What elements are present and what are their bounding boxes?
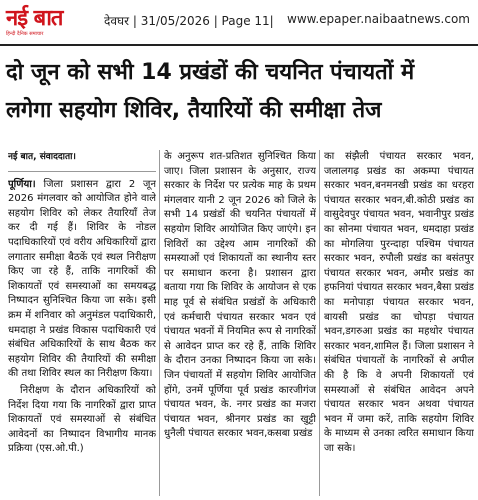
column-2-text: के अनुरूप शत-प्रतिशत सुनिश्चित किया जाए। जिला प्रशासन के अनुसार, राज्य सरकार के निर्देश पर प्रत्येक माह के प्रथम मंगलवार यानी 2 जून 2026 को जिले के सभी 14 प्रखंडों की चयनित पंचायतों में सहयोग शिविर आयोजित किए जाएंगे। इन शिविरों का उद्देश्य आम नागरिकों की समस्याओं एवं शिकायतों का स्थानीय स्तर पर समाधान करना है। प्रशासन द्वारा बताया गया कि शिविर के आयोजन से एक माह पूर्व से संबंधित प्रखंडों के अधिकारी एवं कर्मचारी पंचायत सरकार भवन एवं पंचायत भवनों में नियमित रूप से नागरिकों से आवेदन प्राप्त कर रहे हैं, ताकि शिविर के दौरान उनका निष्पादन किया जा सके। जिन पंचायतों में सहयोग शिविर आयोजित होंगे, उनमें पूर्णिया पूर्व प्रखंड कारजीगंज पंचायत भवन, के. नगर प्रखंड का मजरा पंचायत भवन, श्रीनगर प्रखंड का खुट्टी धुनैली पंचायत सरकार भवन,कसबा प्रखंड [164, 151, 316, 440]
column-divider [159, 150, 160, 496]
dateline: पूर्णिया। [8, 178, 36, 190]
epaper-url-link[interactable]: www.epaper.naibaatnews.com [287, 12, 470, 26]
logo-tagline: हिन्दी दैनिक समाचार [6, 31, 44, 37]
paragraph-1 [8, 178, 156, 382]
newspaper-logo[interactable] [6, 6, 88, 38]
article-column-2 [164, 150, 316, 498]
column-3-text: का संझैली पंचायत सरकार भवन, जलालगढ़ प्रखंड का अकम्पा पंचायत सरकार भवन,बनमनखी प्रखंड का धरहरा पंचायत सरकार भवन,बी.कोठी प्रखंड का वासुदेवपुर पंचायत भवन, भवानीपुर प्रखंड का सोनमा पंचायत भवन, धमदाहा प्रखंड का मोगलिया पुरन्दाहा पश्चिम पंचायत सरकार भवन, रुपौली प्रखंड का बसंतपुर पंचायत सरकार भवन, अमौर प्रखंड का हफनियां पंचायत सरकार भवन,बैसा प्रखंड का मनोपाड़ा पंचायत सरकार भवन, बायसी प्रखंड का चोपड़ा पंचायत भवन,डगरुआ प्रखंड का महथोर पंचायत सरकार भवन,शामिल हैं। जिला प्रशासन ने संबंधित पंचायतों के नागरिकों से अपील की है कि वे अपनी शिकायतों एवं समस्याओं से संबंधित आवेदन अपने पंचायत सरकार भवन अथवा पंचायत भवन में जमा करें, ताकि सहयोग शिविर के माध्यम से उनका त्वरित समाधान किया जा सके। [324, 151, 474, 454]
article-column-1 [8, 150, 156, 498]
byline: नई बात, संवाददाता। [8, 152, 76, 162]
headline-line-1: दो जून को सभी 14 प्रखंडों की चयनित पंचायतों में [6, 60, 415, 85]
article-headline [6, 54, 472, 130]
paragraph-1-text: जिला प्रशासन द्वारा 2 जून 2026 मंगलवार को आयोजित होने वाले सहयोग शिविर को लेकर तैयारियाँ तेज कर दी गई हैं। शिविर के नोडल पदाधिकारियों एवं वरीय अधिकारियों द्वारा लगातार समीक्षा बैठकें एवं स्थल निरीक्षण किए जा रहे हैं, ताकि नागरिकों की शिकायतों एवं समस्याओं का समयबद्ध निष्पादन सुनिश्चित किया जा सके। इसी क्रम में शनिवार को अनुमंडल पदाधिकारी, धमदाहा ने प्रखंड विकास पदाधिकारी एवं संबंधित अधिकारियों के साथ बैठक कर सहयोग शिविर की तैयारियों की समीक्षा की तथा शिविर स्थल का निरीक्षण किया। [8, 178, 156, 380]
column-divider [319, 150, 320, 496]
paragraph-2: निरीक्षण के दौरान अधिकारियों को निर्देश दिया गया कि नागरिकों द्वारा प्राप्त शिकायतों एवं समस्याओं से संबंधित आवेदनों का निष्पादन विभागीय मानक प्रक्रिया (एस.ओ.पी.) [8, 384, 156, 455]
byline-divider [8, 171, 156, 172]
headline-line-2: लगेगा सहयोग शिविर, तैयारियों की समीक्षा तेज [6, 98, 382, 123]
edition-meta: देवघर | 31/05/2026 | Page 11| [104, 14, 274, 28]
logo-text: नई बात [6, 5, 63, 31]
masthead [0, 0, 478, 46]
article-column-3 [324, 150, 474, 498]
